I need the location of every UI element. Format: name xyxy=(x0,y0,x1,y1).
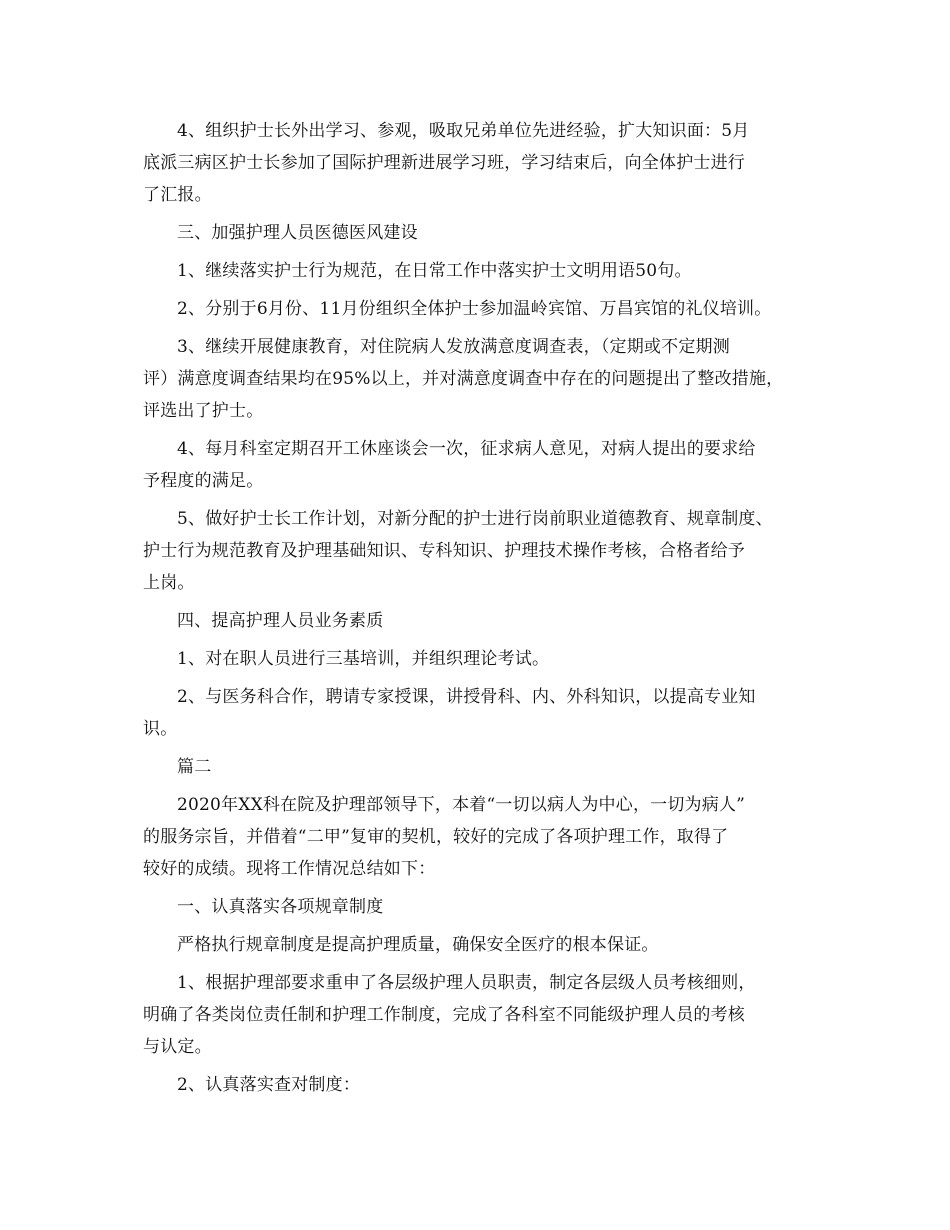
paragraph-line: 予程度的满足。 xyxy=(143,471,264,491)
paragraph-line: 护士行为规范教育及护理基础知识、专科知识、护理技术操作考核，合格者给予 xyxy=(143,541,745,561)
document-body xyxy=(143,115,815,1107)
paragraph-line: 上岗。 xyxy=(143,573,195,593)
paragraph-line: 识。 xyxy=(143,719,178,739)
paragraph-first-line: 1、对在职人员进行三基培训，并组织理论考试。 xyxy=(177,649,550,669)
paragraph-first-line: 篇二 xyxy=(177,757,212,777)
paragraph-first-line: 四、提高护理人员业务素质 xyxy=(177,611,384,631)
paragraph xyxy=(143,643,815,675)
paragraph-first-line: 2、与医务科合作，聘请专家授课，讲授骨科、内、外科知识，以提高专业知 xyxy=(177,687,756,707)
paragraph-line: 底派三病区护士长参加了国际护理新进展学习班，学习结束后，向全体护士进行 xyxy=(143,153,745,173)
paragraph-first-line: 2、分别于6月份、11月份组织全体护士参加温岭宾馆、万昌宾馆的礼仪培训。 xyxy=(177,299,772,319)
paragraph xyxy=(143,331,815,427)
paragraph-first-line: 1、根据护理部要求重申了各层级护理人员职责，制定各层级人员考核细则， xyxy=(177,973,756,993)
paragraph xyxy=(143,503,815,599)
paragraph-first-line: 三、加强护理人员医德医风建设 xyxy=(177,223,418,243)
paragraph xyxy=(143,217,815,249)
paragraph xyxy=(143,681,815,745)
paragraph-first-line: 3、继续开展健康教育，对住院病人发放满意度调查表，（定期或不定期测 xyxy=(177,337,730,357)
paragraph-first-line: 5、做好护士长工作计划，对新分配的护士进行岗前职业道德教育、规章制度、 xyxy=(177,509,773,529)
paragraph-line: 明确了各类岗位责任制和护理工作制度，完成了各科室不同能级护理人员的考核 xyxy=(143,1005,745,1025)
paragraph xyxy=(143,1069,815,1101)
paragraph xyxy=(143,115,815,211)
paragraph xyxy=(143,605,815,637)
paragraph xyxy=(143,255,815,287)
paragraph-line: 的服务宗旨，并借着“二甲”复审的契机，较好的完成了各项护理工作，取得了 xyxy=(143,827,729,847)
paragraph-first-line: 1、继续落实护士行为规范，在日常工作中落实护士文明用语50句。 xyxy=(177,261,692,281)
paragraph-line: 评选出了护士。 xyxy=(143,401,264,421)
paragraph-line: 评）满意度调查结果均在95%以上，并对满意度调查中存在的问题提出了整改措施， xyxy=(143,369,784,389)
paragraph-line: 较好的成绩。现将工作情况总结如下： xyxy=(143,859,436,879)
paragraph-first-line: 2、认真落实查对制度： xyxy=(177,1075,361,1095)
paragraph xyxy=(143,891,815,923)
paragraph xyxy=(143,433,815,497)
paragraph-first-line: 4、组织护士长外出学习、参观，吸取兄弟单位先进经验，扩大知识面：5月 xyxy=(177,121,750,141)
paragraph-first-line: 严格执行规章制度是提高护理质量，确保安全医疗的根本保证。 xyxy=(177,935,659,955)
paragraph-line: 与认定。 xyxy=(143,1037,212,1057)
paragraph-first-line: 2020年XX科在院及护理部领导下，本着“一切以病人为中心，一切为病人” xyxy=(177,795,746,815)
paragraph xyxy=(143,751,815,783)
paragraph xyxy=(143,293,815,325)
paragraph xyxy=(143,789,815,885)
paragraph xyxy=(143,967,815,1063)
paragraph xyxy=(143,929,815,961)
paragraph-line: 了汇报。 xyxy=(143,185,212,205)
paragraph-first-line: 4、每月科室定期召开工休座谈会一次，征求病人意见，对病人提出的要求给 xyxy=(177,439,756,459)
paragraph-first-line: 一、认真落实各项规章制度 xyxy=(177,897,384,917)
